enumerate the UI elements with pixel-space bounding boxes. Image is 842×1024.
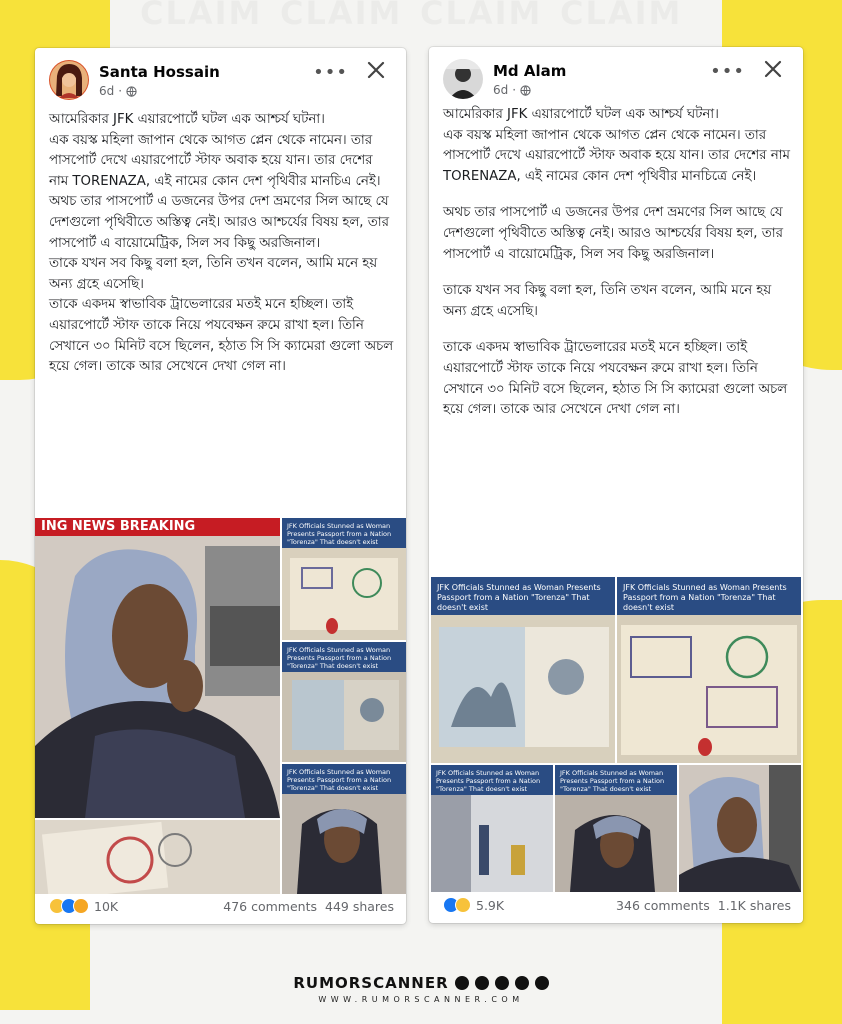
comment-count[interactable]: 476 comments (223, 898, 317, 914)
passport-photo[interactable] (282, 642, 406, 762)
brand-url: WWW.RUMORSCANNER.COM (318, 995, 524, 1004)
post-paragraph: তাকে একদম স্বাভাবিক ট্রাভেলারের মতই মনে হচ্ছিল। তাই এয়ারপোর্টে স্টাফ তাকে নিয়ে পযবেক্ষন রুমে রাখা হল। তিনি সেখানে ৩০ মিনিট বসে ছিলেন, হঠাত সি সি ক্যামেরা গুলো অচল হয়ে গেল। তাকে আর সেখেনে দেখা গেল না। (49, 297, 394, 375)
author-name[interactable]: Md Alam (493, 62, 567, 80)
post-paragraph: আমেরিকার JFK এয়ারপোর্টে ঘটল এক আশ্চর্য ঘটনা। (443, 107, 719, 122)
share-count[interactable]: 449 shares (325, 898, 394, 914)
wow-reaction-icon (455, 897, 471, 913)
youtube-icon (475, 976, 489, 990)
post-media[interactable] (35, 518, 406, 894)
share-count[interactable]: 1.1K shares (717, 897, 791, 913)
post-paragraph: তাকে একদম স্বাভাবিক ট্রাভেলারের মতই মনে হচ্ছিল। তাই এয়ারপোর্টে স্টাফ তাকে নিয়ে পযবেক্ষন রুমে রাখা হল। তিনি সেখানে ৩০ মিনিট বসে ছিলেন, হঠাত সি সি ক্যামেরা গুলো অচল হয়ে গেল। তাকে আর সেখেনে দেখা গেল না। (443, 340, 788, 418)
globe-icon (520, 85, 531, 96)
post-card-right (429, 47, 803, 923)
messenger-icon (495, 976, 509, 990)
photo-woman[interactable] (282, 764, 406, 894)
close-icon[interactable] (761, 57, 785, 81)
avatar[interactable] (49, 60, 89, 100)
reaction-count: 5.9K (476, 897, 505, 913)
post-meta: 6d · (99, 84, 137, 98)
passport-photo[interactable] (617, 577, 801, 763)
brand-footer (0, 973, 842, 1004)
post-time[interactable]: 6d (493, 83, 509, 97)
more-options-button[interactable]: ••• (313, 62, 348, 83)
photo-woman[interactable] (679, 765, 801, 892)
tiktok-icon (535, 976, 549, 990)
post-paragraph: অথচ তার পাসপোর্ট এ ডজনের উপর দেশ ভ্রমণের সিল আছে যে দেশগুলো পৃথিবীতে অস্তিত্ব নেই। আরও আশ্চর্যের বিষয় হল, তার পাসপোর্ট এ বায়োমেট্রিক, সিল সব কিছু অরজিনাল। (49, 194, 389, 251)
watermark-text (560, 0, 682, 32)
haha-reaction-icon (73, 898, 89, 914)
post-text (443, 105, 791, 421)
reaction-summary[interactable] (443, 897, 504, 913)
passport-photo[interactable] (431, 577, 615, 763)
passport-photo[interactable] (35, 820, 280, 894)
facebook-icon (455, 976, 469, 990)
news-caption: JFK Officials Stunned as Woman Presents Passport from a Nation "Torenza" That doesn't exist (431, 577, 615, 619)
globe-icon (126, 86, 137, 97)
watermark-text (140, 0, 262, 32)
post-paragraph: তাকে যখন সব কিছু বলা হল, তিনি তখন বলেন, আমি মনে হয় অন্য গ্রহে এসেছি। (443, 283, 772, 319)
woman-photo-art (35, 536, 280, 818)
news-caption: JFK Officials Stunned as Woman Presents Passport from a Nation "Torenza" That doesn't exist (617, 577, 801, 619)
photo-woman[interactable] (35, 518, 280, 818)
post-paragraph: আমেরিকার JFK এয়ারপোর্টে ঘটল এক আশ্চর্য ঘটনা। (49, 112, 325, 127)
watermark-text (280, 0, 402, 32)
post-paragraph: এক বয়স্ক মহিলা জাপান থেকে আগত প্লেন থেকে নামেন। তার পাসপোর্ট দেখে এয়ারপোর্টে স্টাফ অবাক হয়ে যান। তার দেশের নাম TORENAZA, এই নামের কোন দেশ পৃথিবীর মানচিত্রে নেই। (443, 127, 790, 184)
reaction-count: 10K (94, 898, 119, 914)
post-footer (443, 895, 791, 915)
post-paragraph: তাকে যখন সব কিছু বলা হল, তিনি তখন বলেন, আমি মনে হয় অন্য গ্রহে এসেছি। (49, 256, 378, 292)
photo-woman[interactable] (555, 765, 677, 892)
post-card-left (35, 48, 406, 924)
close-icon[interactable] (364, 58, 388, 82)
breaking-news-banner: ING NEWS BREAKING (35, 518, 280, 536)
news-caption: JFK Officials Stunned as Woman Presents Passport from a Nation "Torenza" That doesn't exist (282, 518, 406, 550)
comment-count[interactable]: 346 comments (616, 897, 710, 913)
post-text (49, 110, 394, 378)
post-header (49, 60, 394, 104)
post-paragraph: অথচ তার পাসপোর্ট এ ডজনের উপর দেশ ভ্রমণের সিল আছে যে দেশগুলো পৃথিবীতে অস্তিত্ব নেই। আরও আশ্চর্যের বিষয় হল, তার পাসপোর্ট এ বায়োমেট্রিক, সিল সব কিছু অরজিনাল। (443, 205, 783, 262)
post-media[interactable] (429, 577, 803, 892)
reaction-summary[interactable] (49, 898, 118, 914)
more-options-button[interactable]: ••• (710, 61, 745, 82)
author-name[interactable]: Santa Hossain (99, 63, 220, 81)
passport-photo[interactable] (282, 518, 406, 640)
airport-photo[interactable] (431, 765, 553, 892)
instagram-icon (515, 976, 529, 990)
watermark-text (420, 0, 542, 32)
post-time[interactable]: 6d (99, 84, 115, 98)
news-caption: JFK Officials Stunned as Woman Presents Passport from a Nation "Torenza" That doesn't exist (431, 765, 553, 797)
post-header (443, 59, 791, 103)
avatar[interactable] (443, 59, 483, 99)
post-paragraph: এক বয়স্ক মহিলা জাপান থেকে আগত প্লেন থেকে নামেন। তার পাসপোর্ট দেখে এয়ারপোর্টে স্টাফ অবাক হয়ে যান। তার দেশের নাম TORENAZA, এই নামের কোন দেশ পৃথিবীর মানচিএ নেই। (49, 132, 381, 189)
post-meta: 6d · (493, 83, 531, 97)
news-caption: JFK Officials Stunned as Woman Presents Passport from a Nation "Torenza" That doesn't exist (282, 764, 406, 796)
brand-name: RUMORSCANNER (293, 974, 449, 992)
news-caption: JFK Officials Stunned as Woman Presents Passport from a Nation "Torenza" That doesn't exist (555, 765, 677, 797)
news-caption: JFK Officials Stunned as Woman Presents Passport from a Nation "Torenza" That doesn't exist (282, 642, 406, 674)
post-footer (49, 896, 394, 916)
